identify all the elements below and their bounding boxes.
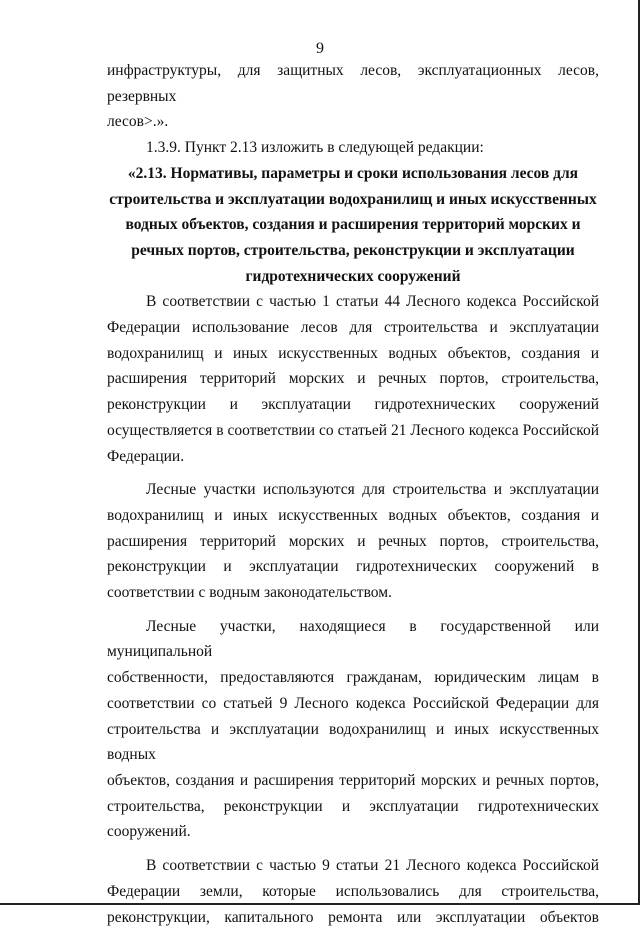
paragraph-line: водохранилищ и иных искусственных водных объектов, создания и <box>107 503 599 529</box>
paragraph-line: собственности, предоставляются гражданам, юридическим лицам в <box>107 665 599 691</box>
paragraph-line: объектов, создания и расширения территорий морских и речных портов, <box>107 768 599 794</box>
paragraph <box>107 477 599 606</box>
continuation-line: инфраструктуры, для защитных лесов, эксплуатационных лесов, резервных <box>107 58 599 109</box>
continuation-line: лесов>.». <box>107 109 599 135</box>
clause-line: 1.3.9. Пункт 2.13 изложить в следующей редакции: <box>107 135 599 161</box>
paragraph <box>107 614 599 845</box>
page-number: 9 <box>0 40 640 58</box>
heading-line: водных объектов, создания и расширения территорий морских и <box>107 212 599 238</box>
paragraph-line: строительства и эксплуатации водохранилищ и иных искусственных водных <box>107 717 599 768</box>
document-body <box>107 58 599 930</box>
paragraph-line: В соответствии с частью 1 статьи 44 Лесного кодекса Российской <box>107 289 599 315</box>
heading-line: «2.13. Нормативы, параметры и сроки использования лесов для <box>107 161 599 187</box>
paragraph-line: Федерации. <box>107 444 599 470</box>
paragraph-line: соответствии с водным законодательством. <box>107 580 599 606</box>
paragraph-line: осуществляется в соответствии со статьей 21 Лесного кодекса Российской <box>107 418 599 444</box>
paragraph-line: соответствии со статьей 9 Лесного кодекса Российской Федерации для <box>107 691 599 717</box>
paragraph-line: реконструкции и эксплуатации гидротехнических сооружений в <box>107 554 599 580</box>
paragraph-line: Федерации использование лесов для строительства и эксплуатации <box>107 315 599 341</box>
paragraph-line: реконструкции, капитального ремонта или эксплуатации объектов <box>107 905 599 930</box>
paragraph-line: расширения территорий морских и речных портов, строительства, <box>107 366 599 392</box>
paragraph-line: Лесные участки используются для строительства и эксплуатации <box>107 477 599 503</box>
paragraph-line: В соответствии с частью 9 статьи 21 Лесного кодекса Российской <box>107 853 599 879</box>
paragraph-line: Федерации земли, которые использовались для строительства, <box>107 879 599 905</box>
section-heading <box>107 161 599 290</box>
paragraph-line: Лесные участки, находящиеся в государственной или муниципальной <box>107 614 599 665</box>
paragraph <box>107 853 599 930</box>
paragraph-line: водохранилищ и иных искусственных водных объектов, создания и <box>107 341 599 367</box>
heading-line: речных портов, строительства, реконструкции и эксплуатации <box>107 238 599 264</box>
paragraph-line: реконструкции и эксплуатации гидротехнических сооружений <box>107 392 599 418</box>
paragraph-line: расширения территорий морских и речных портов, строительства, <box>107 529 599 555</box>
heading-line: гидротехнических сооружений <box>107 264 599 290</box>
paragraph-line: строительства, реконструкции и эксплуатации гидротехнических <box>107 794 599 820</box>
paragraph-line: сооружений. <box>107 819 599 845</box>
paragraph <box>107 289 599 469</box>
heading-line: строительства и эксплуатации водохранилищ и иных искусственных <box>107 187 599 213</box>
